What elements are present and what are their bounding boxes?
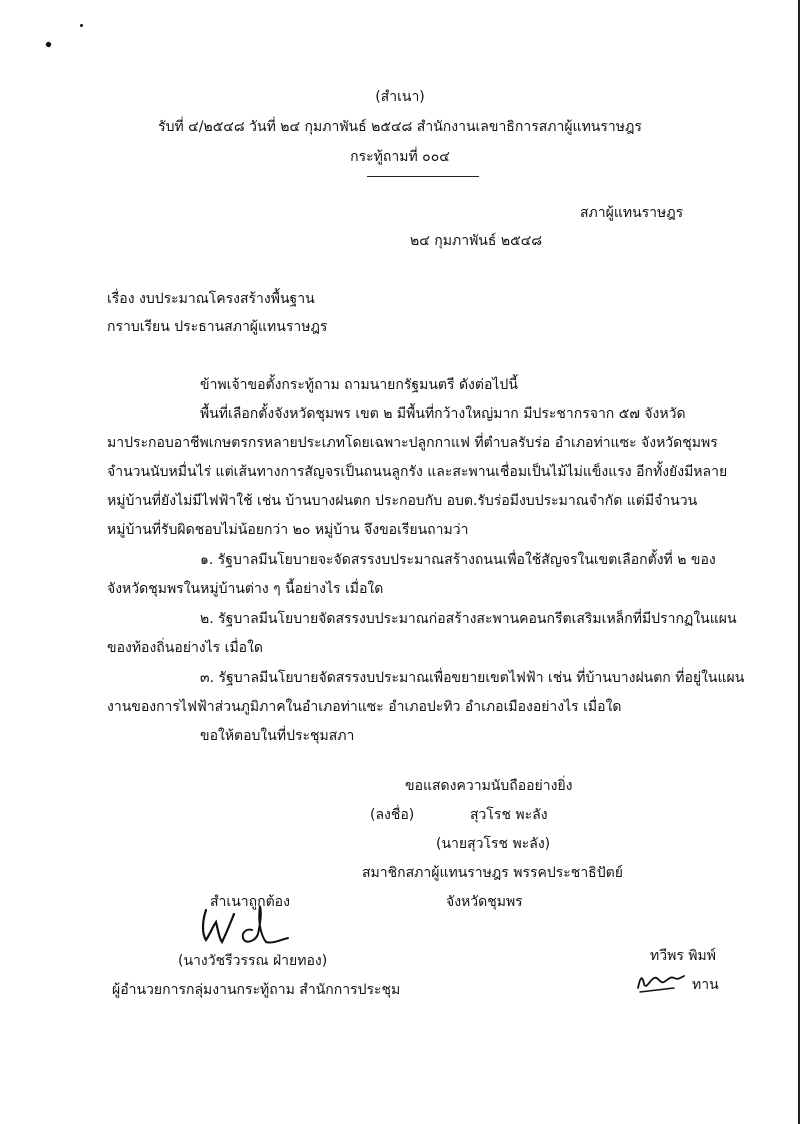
- handwritten-signature: [196, 900, 296, 950]
- checked-label: ทาน: [692, 977, 719, 993]
- body-paragraph-line: มาประกอบอาชีพเกษตรกรหลายประเภทโดยเฉพาะปลูกกาแฟ ที่ตำบลรับร่อ อำเภอท่าแซะ จังหวัดชุมพร: [107, 435, 718, 451]
- typed-by: ทวีพร พิมพ์: [650, 948, 716, 964]
- question-1-line: ๑. รัฐบาลมีนโยบายจะจัดสรรงบประมาณสร้างถนนเพื่อใช้สัญจรในเขตเลือกตั้งที่ ๒ ของ: [200, 552, 716, 568]
- signer-province: จังหวัดชุมพร: [446, 894, 523, 910]
- certifier-name: (นางวัชรีวรรณ ฝ่ายทอง): [178, 953, 328, 969]
- letter-date: ๒๔ กุมภาพันธ์ ๒๕๔๘: [410, 233, 543, 249]
- question-2-line: ๒. รัฐบาลมีนโยบายจัดสรรงบประมาณก่อสร้างสะพานคอนกรีตเสริมเหล็กที่มีปรากฏในแผน: [200, 611, 737, 627]
- scan-speck: [80, 24, 83, 27]
- certifier-position: ผู้อำนวยการกลุ่มงานกระทู้ถาม สำนักการประชุม: [112, 982, 401, 998]
- body-paragraph-line: หมู่บ้านที่รับผิดชอบไม่น้อยกว่า ๒๐ หมู่บ้าน จึงขอเรียนถามว่า: [107, 522, 469, 538]
- question-1-line: จังหวัดชุมพรในหมู่บ้านต่าง ๆ นี้อย่างไร เมื่อใด: [107, 581, 384, 597]
- regards: ขอแสดงความนับถืออย่างยิ่ง: [405, 778, 573, 794]
- scan-speck: [45, 41, 52, 48]
- closing-request: ขอให้ตอบในที่ประชุมสภา: [200, 728, 355, 744]
- sender-office: สภาผู้แทนราษฎร: [580, 205, 684, 221]
- body-paragraph-line: จำนวนนับหมื่นไร่ แต่เส้นทางการสัญจรเป็นถนนลูกรัง และสะพานเชื่อมเป็นไม้ไม่แข็งแรง อีกทั้งยังมีหลาย: [107, 464, 728, 480]
- copy-label: (สำเนา): [375, 89, 425, 105]
- subject-line: เรื่อง งบประมาณโครงสร้างพื้นฐาน: [107, 291, 315, 307]
- certified-copy-label: สำเนาถูกต้อง: [210, 894, 290, 910]
- signed-label: (ลงชื่อ): [370, 807, 415, 823]
- question-number: กระทู้ถามที่ ๐๐๔: [350, 149, 450, 165]
- question-2-line: ของท้องถิ่นอย่างไร เมื่อใด: [107, 640, 264, 656]
- question-3-line: งานของการไฟฟ้าส่วนภูมิภาคในอำเภอท่าแซะ อำเภอปะทิว อำเภอเมืองอย่างไร เมื่อใด: [107, 699, 622, 715]
- checker-signature: [634, 968, 686, 996]
- intro-line: ข้าพเจ้าขอตั้งกระทู้ถาม ถามนายกรัฐมนตรี ดังต่อไปนี้: [200, 377, 518, 393]
- body-paragraph-line: หมู่บ้านที่ยังไม่มีไฟฟ้าใช้ เช่น บ้านบางฝนตก ประกอบกับ อบต.รับร่อมีงบประมาณจำกัด แต่มีจำนวน: [107, 493, 698, 509]
- header-divider: [367, 176, 479, 177]
- signer-full-name: (นายสุวโรช พะลัง): [436, 836, 551, 852]
- question-3-line: ๓. รัฐบาลมีนโยบายจัดสรรงบประมาณเพื่อขยายเขตไฟฟ้า เช่น ที่บ้านบางฝนตก ที่อยู่ในแผน: [200, 670, 745, 686]
- signed-name: สุวโรช พะลัง: [470, 807, 548, 823]
- body-paragraph-line: พื้นที่เลือกตั้งจังหวัดชุมพร เขต ๒ มีพื้นที่กว้างใหญ่มาก มีประชากรจาก ๕๗ จังหวัด: [200, 406, 686, 422]
- salutation: กราบเรียน ประธานสภาผู้แทนราษฎร: [107, 319, 328, 335]
- signer-position: สมาชิกสภาผู้แทนราษฎร พรรคประชาธิปัตย์: [362, 865, 623, 881]
- received-line: รับที่ ๔/๒๕๔๘ วันที่ ๒๔ กุมภาพันธ์ ๒๕๔๘ สำนักงานเลขาธิการสภาผู้แทนราษฎร: [158, 119, 642, 135]
